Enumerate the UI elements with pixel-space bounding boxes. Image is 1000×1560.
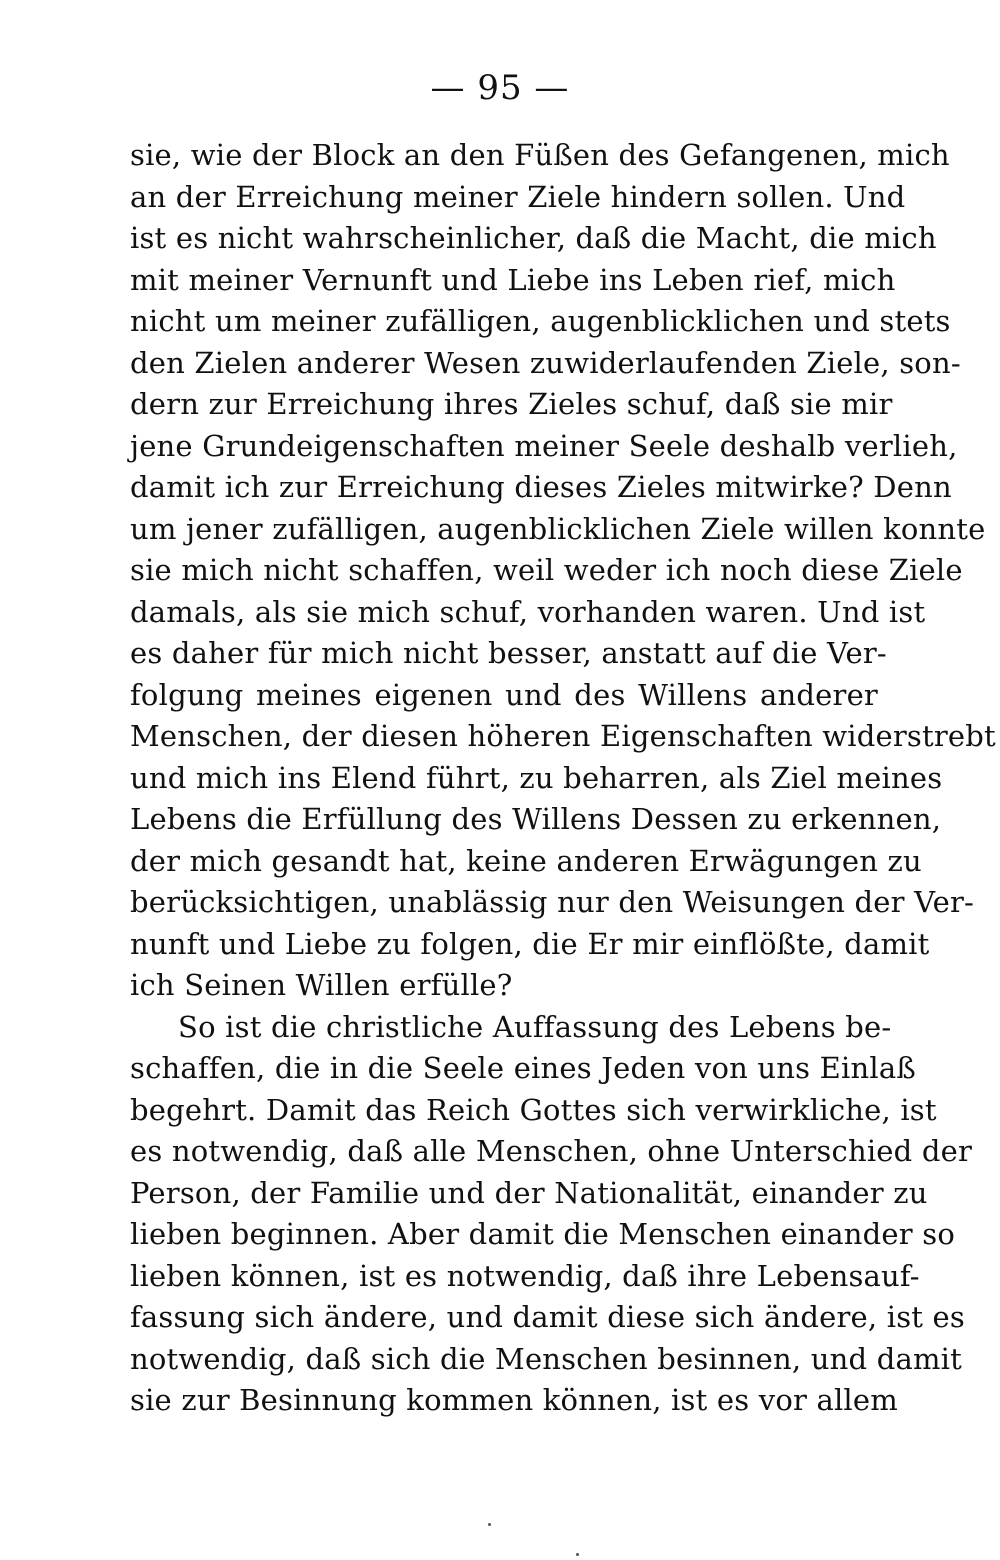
text-line: schaffen, die in die Seele eines Jeden von uns Einlaß bbox=[130, 1051, 916, 1085]
text-line: So ist die christliche Auffassung des Lebens be- bbox=[178, 1009, 892, 1044]
text-line: sie mich nicht schaffen, weil weder ich noch diese Ziele bbox=[130, 553, 963, 587]
text-line: an der Erreichung meiner Ziele hindern sollen. Und bbox=[130, 179, 906, 214]
text-line: nicht um meiner zufälligen, augenblicklichen und stets bbox=[130, 304, 951, 338]
text-line: sie, wie der Block an den Füßen des Gefangenen, mich bbox=[130, 138, 950, 172]
body-text bbox=[130, 135, 996, 1422]
text-line: Lebens die Erfüllung des Willens Dessen zu erkennen, bbox=[130, 802, 942, 836]
text-line: Person, der Familie und der Nationalität, einander zu bbox=[130, 1175, 928, 1210]
scan-speck bbox=[576, 1553, 579, 1556]
text-line: lieben können, ist es notwendig, daß ihre Lebensauf- bbox=[130, 1258, 920, 1293]
text-line: dern zur Erreichung ihres Zieles schuf, daß sie mir bbox=[130, 387, 893, 421]
text-line: jene Grundeigenschaften meiner Seele deshalb verlieh, bbox=[130, 428, 958, 463]
text-line: den Zielen anderer Wesen zuwiderlaufenden Ziele, son- bbox=[130, 345, 961, 380]
text-line: der mich gesandt hat, keine anderen Erwägungen zu bbox=[130, 843, 922, 878]
text-line: berücksichtigen, unablässig nur den Weisungen der Ver- bbox=[130, 885, 975, 919]
text-line: um jener zufälligen, augenblicklichen Ziele willen konnte bbox=[130, 511, 986, 546]
text-line: es notwendig, daß alle Menschen, ohne Unterschied der bbox=[130, 1134, 973, 1168]
text-line: notwendig, daß sich die Menschen besinnen, und damit bbox=[130, 1341, 962, 1376]
text-line: ich Seinen Willen erfülle? bbox=[130, 968, 513, 1002]
text-line: lieben beginnen. Aber damit die Menschen einander so bbox=[130, 1217, 956, 1251]
scan-speck bbox=[488, 1523, 491, 1526]
paragraph-2 bbox=[130, 1007, 973, 1422]
text-line: folgung meines eigenen und des Willens anderer bbox=[130, 677, 878, 712]
text-line: fassung sich ändere, und damit diese sich ändere, ist es bbox=[130, 1300, 965, 1334]
paragraph-1 bbox=[130, 135, 996, 1007]
text-line: und mich ins Elend führt, zu beharren, als Ziel meines bbox=[130, 760, 943, 795]
text-line: mit meiner Vernunft und Liebe ins Leben rief, mich bbox=[130, 262, 896, 297]
text-line: begehrt. Damit das Reich Gottes sich verwirkliche, ist bbox=[130, 1092, 937, 1127]
text-line: damit ich zur Erreichung dieses Zieles mitwirke? Denn bbox=[130, 470, 952, 504]
text-line: sie zur Besinnung kommen können, ist es vor allem bbox=[130, 1383, 898, 1417]
text-line: ist es nicht wahrscheinlicher, daß die Macht, die mich bbox=[130, 221, 937, 255]
text-line: nunft und Liebe zu folgen, die Er mir einflößte, damit bbox=[130, 926, 930, 961]
text-line: es daher für mich nicht besser, anstatt auf die Ver- bbox=[130, 636, 887, 670]
page-number: — 95 — bbox=[430, 68, 570, 108]
text-line: Menschen, der diesen höheren Eigenschaften widerstrebt bbox=[130, 719, 996, 753]
text-line: damals, als sie mich schuf, vorhanden waren. Und ist bbox=[130, 594, 926, 629]
